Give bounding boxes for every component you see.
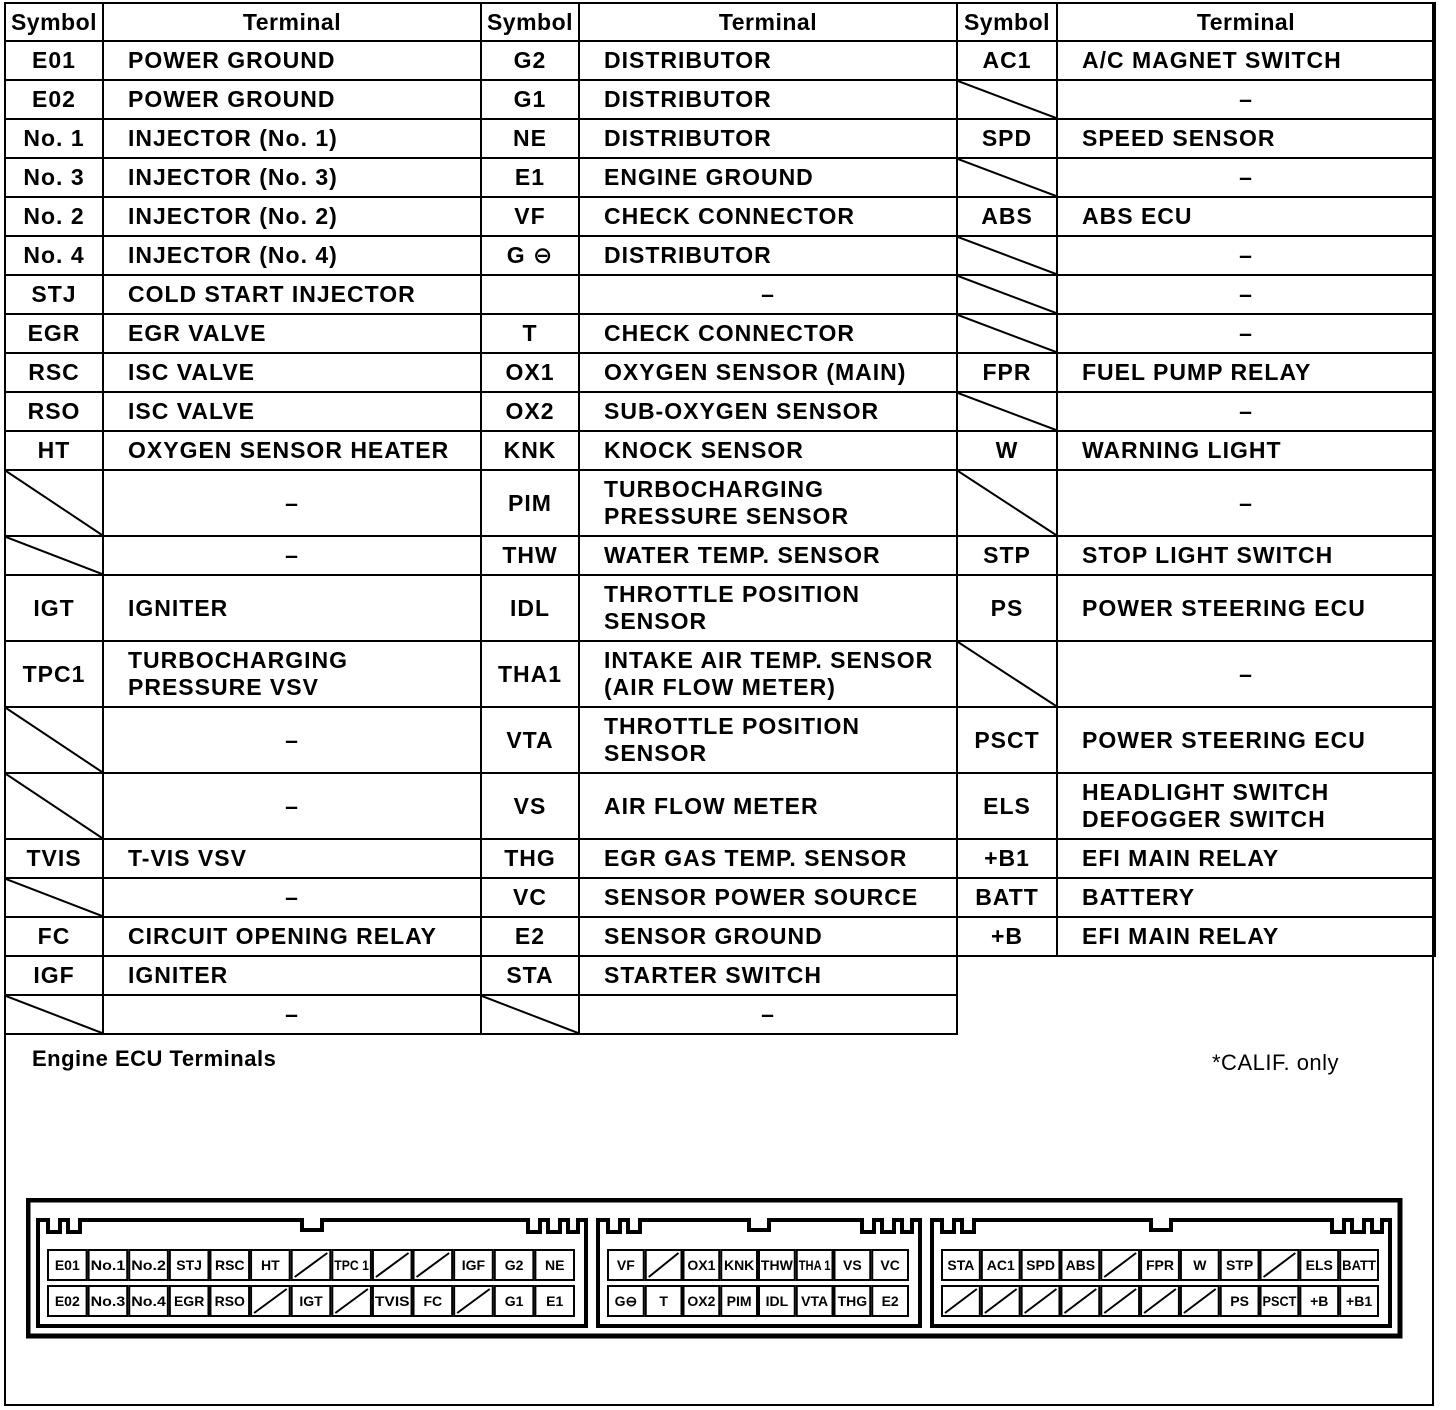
table-row [5, 158, 1435, 197]
terminal-cell: EGR GAS TEMP. SENSOR [579, 839, 957, 878]
pin-label: No.1 [90, 1257, 126, 1273]
symbol-cell [481, 275, 579, 314]
symbol-cell [5, 470, 103, 536]
symbol-cell [5, 536, 103, 575]
pin-label: E02 [54, 1293, 80, 1309]
symbol-cell: RSO [5, 392, 103, 431]
pin-label: VF [616, 1257, 635, 1273]
pin-label: PS [1230, 1293, 1249, 1309]
unused-slot-diagonal [958, 237, 1056, 274]
symbol-cell: NE [481, 119, 579, 158]
table-row [5, 236, 1435, 275]
terminal-cell: – [103, 707, 481, 773]
pin-label: VS [843, 1257, 862, 1273]
pin-label: No.2 [131, 1257, 167, 1273]
unused-slot-diagonal [482, 996, 578, 1033]
table-row [5, 41, 1435, 80]
terminal-cell: OXYGEN SENSOR HEATER [103, 431, 481, 470]
symbol-cell [957, 80, 1057, 119]
symbol-cell [957, 470, 1057, 536]
pin-label: T [659, 1293, 668, 1309]
symbol-cell: VS [481, 773, 579, 839]
pin-label: IGT [299, 1293, 323, 1309]
terminal-cell: POWER STEERING ECU [1057, 575, 1435, 641]
empty-cell [1057, 956, 1435, 995]
symbol-cell: G1 [481, 80, 579, 119]
symbol-cell: W [957, 431, 1057, 470]
symbol-cell: PS [957, 575, 1057, 641]
terminal-cell: SENSOR POWER SOURCE [579, 878, 957, 917]
symbol-cell: EGR [5, 314, 103, 353]
empty-cell [1057, 995, 1435, 1034]
calif-note: *CALIF. only [1212, 1050, 1340, 1075]
symbol-cell: AC1 [957, 41, 1057, 80]
terminal-cell: – [103, 995, 481, 1034]
symbol-cell: No. 4 [5, 236, 103, 275]
symbol-cell: E1 [481, 158, 579, 197]
symbol-cell: STJ [5, 275, 103, 314]
terminal-cell: THROTTLE POSITION SENSOR [579, 707, 957, 773]
terminal-cell: POWER GROUND [103, 41, 481, 80]
pin-label: HT [261, 1257, 280, 1273]
terminal-cell: – [579, 995, 957, 1034]
symbol-cell: BATT [957, 878, 1057, 917]
pin-label: FC [423, 1293, 443, 1309]
terminal-cell: AIR FLOW METER [579, 773, 957, 839]
terminal-cell: KNOCK SENSOR [579, 431, 957, 470]
terminal-cell: ENGINE GROUND [579, 158, 957, 197]
terminal-cell: INJECTOR (No. 1) [103, 119, 481, 158]
table-row [5, 641, 1435, 707]
symbol-cell [957, 314, 1057, 353]
symbol-cell [957, 236, 1057, 275]
pin-label: STA [947, 1257, 975, 1273]
pin-label: VC [880, 1257, 900, 1273]
symbol-cell: PIM [481, 470, 579, 536]
pin-label: BATT [1342, 1257, 1377, 1273]
terminal-cell: ISC VALVE [103, 353, 481, 392]
terminal-cell: – [103, 773, 481, 839]
terminal-cell: POWER STEERING ECU [1057, 707, 1435, 773]
unused-slot-diagonal [6, 774, 102, 838]
pin-label: E1 [546, 1293, 564, 1309]
terminal-cell: T-VIS VSV [103, 839, 481, 878]
symbol-cell: TPC1 [5, 641, 103, 707]
symbol-cell: FPR [957, 353, 1057, 392]
unused-slot-diagonal [958, 315, 1056, 352]
symbol-cell: ABS [957, 197, 1057, 236]
symbol-cell: IDL [481, 575, 579, 641]
terminal-cell: CHECK CONNECTOR [579, 314, 957, 353]
pin-label: IGF [461, 1257, 486, 1273]
symbol-cell: STP [957, 536, 1057, 575]
table-row [5, 917, 1435, 956]
table-row [5, 956, 1435, 995]
symbol-cell [481, 995, 579, 1034]
terminal-cell: STOP LIGHT SWITCH [1057, 536, 1435, 575]
symbol-cell: +B [957, 917, 1057, 956]
table-row [5, 314, 1435, 353]
unused-slot-diagonal [958, 159, 1056, 196]
pin-label: +B1 [1346, 1293, 1373, 1309]
symbol-cell: E01 [5, 41, 103, 80]
terminal-cell: – [103, 536, 481, 575]
symbol-cell: VF [481, 197, 579, 236]
pin-label: FPR [1146, 1257, 1174, 1273]
symbol-cell [5, 707, 103, 773]
terminal-cell: INJECTOR (No. 4) [103, 236, 481, 275]
pin-label: THW [760, 1257, 793, 1273]
pin-label: EGR [173, 1293, 205, 1309]
symbol-cell: ELS [957, 773, 1057, 839]
symbol-cell: E02 [5, 80, 103, 119]
terminal-cell: DISTRIBUTOR [579, 236, 957, 275]
header-row [5, 3, 1435, 41]
terminal-cell: INJECTOR (No. 2) [103, 197, 481, 236]
pin-label: No.3 [90, 1293, 126, 1309]
terminal-cell: – [579, 275, 957, 314]
terminal-cell: CHECK CONNECTOR [579, 197, 957, 236]
unused-slot-diagonal [958, 81, 1056, 118]
pin-label: G⊖ [614, 1293, 638, 1309]
symbol-cell: STA [481, 956, 579, 995]
table-row [5, 431, 1435, 470]
pin-label: KNK [723, 1257, 755, 1273]
pin-label: IDL [765, 1293, 789, 1309]
symbol-cell: KNK [481, 431, 579, 470]
terminal-cell: SUB-OXYGEN SENSOR [579, 392, 957, 431]
pin-label: PIM [726, 1293, 752, 1309]
symbol-header: Symbol [481, 3, 579, 41]
symbol-cell [5, 995, 103, 1034]
symbol-cell: G ⊖ [481, 236, 579, 275]
symbol-cell [957, 158, 1057, 197]
terminal-cell: COLD START INJECTOR [103, 275, 481, 314]
symbol-cell: No. 3 [5, 158, 103, 197]
terminal-cell: SENSOR GROUND [579, 917, 957, 956]
symbol-cell: OX2 [481, 392, 579, 431]
terminal-cell: – [1057, 80, 1435, 119]
diagram-caption: Engine ECU Terminals [32, 1046, 277, 1071]
empty-cell [957, 956, 1057, 995]
symbol-cell: IGT [5, 575, 103, 641]
empty-cell [957, 995, 1057, 1034]
table-row [5, 839, 1435, 878]
terminal-cell: DISTRIBUTOR [579, 80, 957, 119]
symbol-cell: OX1 [481, 353, 579, 392]
symbol-cell: +B1 [957, 839, 1057, 878]
symbol-cell: SPD [957, 119, 1057, 158]
pin-label: SPD [1026, 1257, 1055, 1273]
terminal-cell: – [1057, 275, 1435, 314]
pin-label: G1 [504, 1293, 524, 1309]
pin-label: W [1193, 1257, 1207, 1273]
terminal-cell: EFI MAIN RELAY [1057, 917, 1435, 956]
table-row [5, 575, 1435, 641]
pin-label: TVIS [374, 1293, 410, 1309]
pin-label: STJ [176, 1257, 202, 1273]
pin-label: +B [1310, 1293, 1329, 1309]
symbol-cell: HT [5, 431, 103, 470]
right-connector-block [932, 1220, 1390, 1326]
table-row [5, 197, 1435, 236]
terminal-cell: – [1057, 392, 1435, 431]
unused-slot-diagonal [6, 471, 102, 535]
symbol-cell: VC [481, 878, 579, 917]
terminal-cell: DISTRIBUTOR [579, 119, 957, 158]
terminal-cell: – [1057, 641, 1435, 707]
pin-label: AC1 [986, 1257, 1015, 1273]
terminal-header: Terminal [103, 3, 481, 41]
terminal-cell: – [1057, 314, 1435, 353]
table-row [5, 536, 1435, 575]
pin-label: RSC [214, 1257, 245, 1273]
terminal-cell: – [103, 878, 481, 917]
terminal-cell: HEADLIGHT SWITCH DEFOGGER SWITCH [1057, 773, 1435, 839]
ecu-connector-diagram [26, 1198, 1406, 1348]
terminal-cell: CIRCUIT OPENING RELAY [103, 917, 481, 956]
symbol-cell: G2 [481, 41, 579, 80]
pin-label: ABS [1065, 1257, 1096, 1273]
terminal-cell: DISTRIBUTOR [579, 41, 957, 80]
pin-label: THA 1 [798, 1257, 831, 1273]
terminal-header: Terminal [579, 3, 957, 41]
terminal-cell: A/C MAGNET SWITCH [1057, 41, 1435, 80]
middle-connector-block [598, 1220, 920, 1326]
pin-label: E01 [54, 1257, 80, 1273]
terminal-cell: ISC VALVE [103, 392, 481, 431]
symbol-cell: IGF [5, 956, 103, 995]
symbol-header: Symbol [957, 3, 1057, 41]
symbol-cell: THG [481, 839, 579, 878]
terminal-cell: TURBOCHARGING PRESSURE VSV [103, 641, 481, 707]
terminal-cell: EFI MAIN RELAY [1057, 839, 1435, 878]
table-row [5, 119, 1435, 158]
terminal-header: Terminal [1057, 3, 1435, 41]
terminal-cell: – [1057, 158, 1435, 197]
terminal-cell: OXYGEN SENSOR (MAIN) [579, 353, 957, 392]
terminal-cell: POWER GROUND [103, 80, 481, 119]
symbol-cell [5, 878, 103, 917]
symbol-header: Symbol [5, 3, 103, 41]
terminal-cell: INTAKE AIR TEMP. SENSOR (AIR FLOW METER) [579, 641, 957, 707]
symbol-cell: No. 1 [5, 119, 103, 158]
pin-label: OX1 [687, 1257, 716, 1273]
terminal-cell: FUEL PUMP RELAY [1057, 353, 1435, 392]
symbol-cell: E2 [481, 917, 579, 956]
symbol-cell: TVIS [5, 839, 103, 878]
pin-label: THG [837, 1293, 868, 1309]
terminal-cell: IGNITER [103, 575, 481, 641]
table-row [5, 80, 1435, 119]
terminal-cell: WATER TEMP. SENSOR [579, 536, 957, 575]
terminal-cell: IGNITER [103, 956, 481, 995]
terminal-cell: WARNING LIGHT [1057, 431, 1435, 470]
pin-label: VTA [801, 1293, 829, 1309]
symbol-cell: FC [5, 917, 103, 956]
terminal-cell: ABS ECU [1057, 197, 1435, 236]
table-row [5, 707, 1435, 773]
terminal-cell: – [1057, 470, 1435, 536]
pin-label: OX2 [687, 1293, 716, 1309]
unused-slot-diagonal [6, 879, 102, 916]
terminal-cell: SPEED SENSOR [1057, 119, 1435, 158]
terminal-cell: – [103, 470, 481, 536]
pin-label: PSCT [1262, 1293, 1297, 1309]
symbol-cell: VTA [481, 707, 579, 773]
unused-slot-diagonal [958, 471, 1056, 535]
pin-label: RSO [214, 1293, 245, 1309]
table-row [5, 878, 1435, 917]
symbol-cell: RSC [5, 353, 103, 392]
table-row [5, 392, 1435, 431]
pin-label: STP [1226, 1257, 1254, 1273]
symbol-cell [957, 392, 1057, 431]
pin-label: No.4 [131, 1293, 167, 1309]
table-row [5, 995, 1435, 1034]
terminal-cell: STARTER SWITCH [579, 956, 957, 995]
pin-label: G2 [504, 1257, 524, 1273]
unused-slot-diagonal [6, 996, 102, 1033]
terminal-cell: INJECTOR (No. 3) [103, 158, 481, 197]
terminal-cell: TURBOCHARGING PRESSURE SENSOR [579, 470, 957, 536]
terminal-cell: THROTTLE POSITION SENSOR [579, 575, 957, 641]
unused-slot-diagonal [958, 642, 1056, 706]
symbol-cell: PSCT [957, 707, 1057, 773]
symbol-cell: THW [481, 536, 579, 575]
symbol-cell: No. 2 [5, 197, 103, 236]
table-row [5, 470, 1435, 536]
table-row [5, 275, 1435, 314]
pin-label: ELS [1305, 1257, 1333, 1273]
unused-slot-diagonal [958, 276, 1056, 313]
symbol-cell: T [481, 314, 579, 353]
symbol-cell: THA1 [481, 641, 579, 707]
symbol-cell [957, 275, 1057, 314]
unused-slot-diagonal [958, 393, 1056, 430]
pin-label: E2 [881, 1293, 899, 1309]
symbol-cell [957, 641, 1057, 707]
table-row [5, 353, 1435, 392]
left-connector-block [38, 1220, 586, 1326]
terminal-cell: BATTERY [1057, 878, 1435, 917]
table-row [5, 773, 1435, 839]
pin-label: TPC 1 [334, 1257, 370, 1273]
unused-slot-diagonal [6, 537, 102, 574]
symbol-cell [5, 773, 103, 839]
pin-label: NE [544, 1257, 565, 1273]
unused-slot-diagonal [6, 708, 102, 772]
terminal-table [4, 2, 1436, 1035]
terminal-cell: – [1057, 236, 1435, 275]
terminal-cell: EGR VALVE [103, 314, 481, 353]
